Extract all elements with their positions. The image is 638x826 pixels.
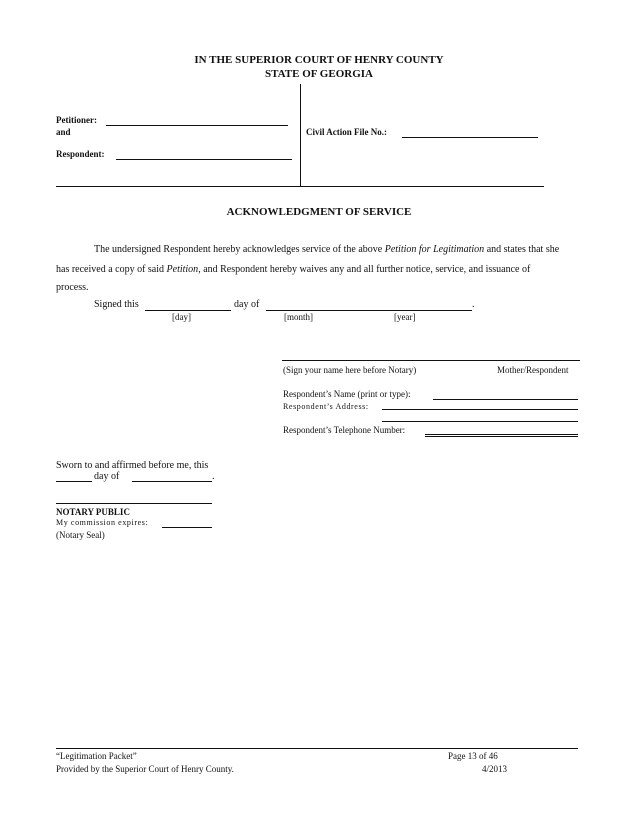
day-of-label: day of [234, 299, 260, 310]
body-line-3: process. [56, 282, 89, 293]
commission-field[interactable] [162, 527, 212, 528]
signer-role: Mother/Respondent [497, 365, 569, 375]
petitioner-label: Petitioner: [56, 115, 97, 125]
footer-provider: Provided by the Superior Court of Henry County. [56, 764, 234, 774]
month-caption: [month] [284, 312, 313, 322]
civil-action-field[interactable] [402, 137, 538, 138]
respondent-name-label: Respondent’s Name (print or type): [283, 389, 411, 399]
sworn-period: . [212, 471, 215, 482]
caption-bottom-left [56, 186, 300, 187]
notary-seal: (Notary Seal) [56, 530, 105, 540]
footer-page: Page 13 of 46 [448, 751, 498, 761]
and-label: and [56, 127, 71, 137]
signed-day-field[interactable] [145, 310, 231, 311]
petitioner-field[interactable] [106, 125, 288, 126]
signed-period: . [472, 299, 475, 310]
sworn-text: Sworn to and affirmed before me, this [56, 460, 209, 471]
respondent-phone-label: Respondent’s Telephone Number: [283, 425, 406, 435]
day-caption: [day] [172, 312, 191, 322]
footer-packet: “Legitimation Packet” [56, 751, 137, 761]
caption-bottom-right [300, 186, 544, 187]
commission-label: My commission expires: [56, 518, 149, 527]
respondent-field[interactable] [116, 159, 292, 160]
year-caption: [year] [394, 312, 416, 322]
respondent-address-label: Respondent’s Address: [283, 402, 369, 411]
caption-divider [300, 84, 301, 187]
respondent-phone-field-2[interactable] [425, 436, 578, 437]
sworn-day-field[interactable] [56, 481, 92, 482]
signature-line[interactable] [282, 360, 580, 361]
court-heading: IN THE SUPERIOR COURT OF HENRY COUNTY [194, 54, 444, 66]
body-line-1: The undersigned Respondent hereby acknowledges service of the above Petition for Legitimation and states that she [94, 244, 560, 255]
signed-month-year-field[interactable] [266, 310, 472, 311]
civil-action-label: Civil Action File No.: [306, 127, 387, 137]
signed-this-label: Signed this [94, 299, 139, 310]
notary-title: NOTARY PUBLIC [56, 507, 130, 517]
sign-note: (Sign your name here before Notary) [283, 365, 417, 375]
respondent-label: Respondent: [56, 149, 105, 159]
document-title: ACKNOWLEDGMENT OF SERVICE [226, 206, 412, 218]
sworn-day-of-label: day of [94, 471, 120, 482]
footer-date: 4/2013 [482, 764, 508, 774]
sworn-month-field[interactable] [132, 481, 212, 482]
footer-rule [56, 748, 578, 749]
respondent-address-field-2[interactable] [382, 421, 578, 422]
respondent-name-field[interactable] [433, 399, 578, 400]
state-heading: STATE OF GEORGIA [265, 68, 373, 80]
respondent-phone-field-1[interactable] [425, 434, 578, 435]
respondent-address-field-1[interactable] [382, 409, 578, 410]
notary-signature-line[interactable] [56, 503, 212, 504]
body-line-2: has received a copy of said Petition, and Respondent hereby waives any and all further notice, service, and issuance of [56, 264, 531, 275]
